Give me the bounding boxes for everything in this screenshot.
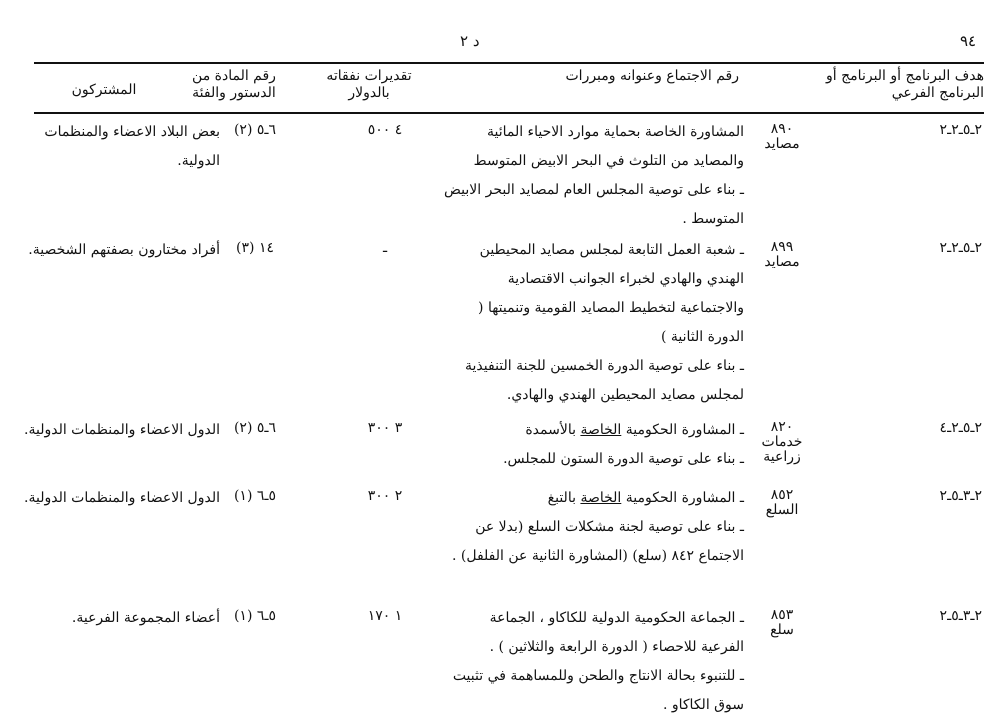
meeting-number: ٨٢٠ [770, 419, 794, 435]
meeting-number: ٨٥٣ [770, 607, 794, 623]
table-row [0, 416, 1000, 474]
participants-value: الدول الاعضاء والمنظمات الدولية. [24, 490, 220, 506]
description-paragraph: ـ للتنبوء بحالة الانتاج والطحن وللمساهمة في تثبيت سوق الكاكاو . [452, 668, 744, 713]
article-value: ٥ـ٦ (١) [233, 488, 277, 504]
meeting-code [754, 420, 810, 465]
description-paragraph: ـ شعبة العمل التابعة لمجلس مصايد المحيطين الهندي والهادي لخبراء الجوانب الاقتصادية والاجتماعية لتخطيط المصايد القومية وتنميتها ( الدورة الثانية ) [478, 242, 744, 345]
meeting-description [444, 416, 744, 474]
meeting-code [754, 122, 810, 152]
header-goal: هدف البرنامج أو البرنامج أو البرنامج الفرعي [826, 68, 984, 101]
meeting-code [754, 488, 810, 518]
header-meeting: رقم الاجتماع وعنوانه ومبررات [565, 68, 739, 84]
article-value: ٦ـ٥ (٢) [233, 420, 277, 436]
estimate-value: ٣ ٣٠٠ [367, 420, 403, 436]
table-row [0, 236, 1000, 408]
meeting-description [444, 484, 744, 571]
table-row [0, 118, 1000, 228]
meeting-category: مصايد [764, 136, 800, 152]
participants-value: أفراد مختارون بصفتهم الشخصية. [28, 242, 220, 258]
meeting-category: خدمات زراعية [761, 434, 803, 465]
description-paragraph [444, 484, 744, 513]
goal-code: ٢ـ٣ـ٥ـ٢ [939, 488, 982, 504]
description-paragraph: ـ بناء على توصية المجلس العام لمصايد البحر الابيض المتوسط . [444, 182, 744, 227]
meeting-number: ٨٩٠ [770, 121, 794, 137]
estimate-value: ـ [382, 240, 388, 256]
meeting-description [444, 118, 744, 234]
description-text: ـ المشاورة الحكومية [621, 422, 744, 438]
description-text: بالأسمدة [525, 422, 581, 438]
goal-code: ٢ـ٥ـ٢ـ٢ [939, 122, 982, 138]
meeting-category: سلع [770, 622, 794, 638]
description-paragraph: ـ بناء على توصية لجنة مشكلات السلع (بدلا عن الاجتماع ٨٤٢ (سلع) (المشاورة الثانية عن الفلفل) . [452, 519, 744, 564]
estimate-value: ٢ ٣٠٠ [367, 488, 403, 504]
participants-value: الدول الاعضاء والمنظمات الدولية. [24, 422, 220, 438]
description-paragraph [444, 416, 744, 445]
meeting-code [754, 240, 810, 270]
goal-code: ٢ـ٥ـ٢ـ٢ [939, 240, 982, 256]
description-text: ـ المشاورة الحكومية [621, 490, 744, 506]
description-text: بالتبغ [547, 490, 581, 506]
estimate-value: ١ ١٧٠ [367, 608, 403, 624]
meeting-number: ٨٩٩ [770, 239, 794, 255]
article-value: ٦ـ٥ (٢) [233, 122, 277, 138]
description-paragraph: المشاورة الخاصة بحماية موارد الاحياء المائية والمصايد من التلوث في البحر الابيض المتوسط [473, 124, 744, 169]
page-number: ٩٤ [960, 32, 977, 50]
table-row [0, 484, 1000, 596]
participants-value: أعضاء المجموعة الفرعية. [71, 610, 220, 626]
header-estimates: تقديرات نفقاته بالدولار [326, 68, 412, 101]
meeting-description [444, 604, 744, 720]
description-paragraph: ـ بناء على توصية الدورة الخمسين للجنة التنفيذية لمجلس مصايد المحيطين الهندي والهادي. [465, 358, 744, 403]
underlined-word: الخاصة [580, 490, 622, 506]
article-value: ٥ـ٦ (١) [233, 608, 277, 624]
meeting-category: مصايد [764, 254, 800, 270]
goal-code: ٢ـ٥ـ٢ـ٤ [939, 420, 982, 436]
description-paragraph: ـ بناء على توصية الدورة الستون للمجلس. [503, 451, 744, 467]
header-participants: المشتركون [71, 82, 137, 98]
article-value: ١٤ (٣) [236, 240, 274, 256]
table-row [0, 604, 1000, 722]
meeting-description [444, 236, 744, 410]
meeting-code [754, 608, 810, 638]
meeting-category: السلع [765, 502, 799, 518]
meeting-number: ٨٥٢ [770, 487, 794, 503]
goal-code: ٢ـ٣ـ٥ـ٢ [939, 608, 982, 624]
underlined-word: الخاصة [580, 422, 622, 438]
participants-value: بعض البلاد الاعضاء والمنظمات الدولية. [44, 124, 220, 169]
page-code: د ٢ [460, 32, 480, 50]
table-header [34, 62, 984, 114]
description-paragraph: ـ الجماعة الحكومية الدولية للكاكاو ، الجماعة الفرعية للاحصاء ( الدورة الرابعة والثلاثين ) . [489, 610, 744, 655]
estimate-value: ٤ ٥٠٠ [367, 122, 403, 138]
header-article: رقم المادة من الدستور والفئة [192, 68, 276, 101]
